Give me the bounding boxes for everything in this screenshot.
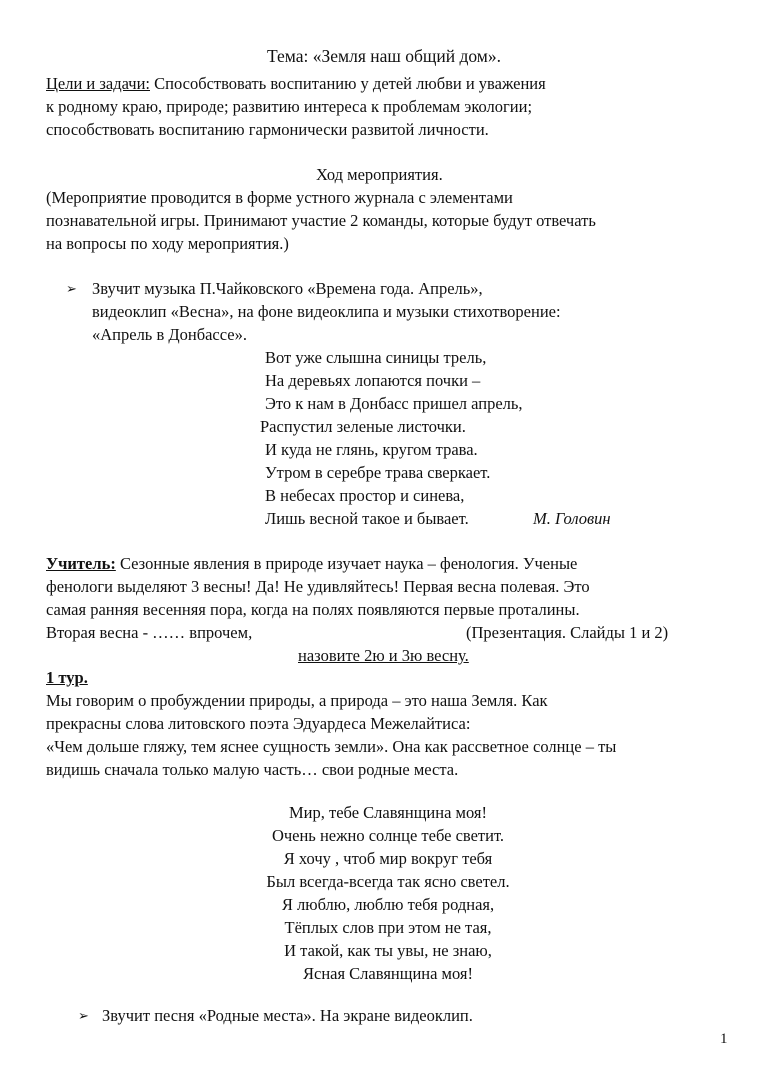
round1-line-2: прекрасны слова литовского поэта Эдуардеса Межелайтиса: <box>46 714 471 733</box>
goals-line-1 <box>46 73 546 95</box>
poem2-line: Я люблю, люблю тебя родная, <box>281 895 495 914</box>
arrow-bullet-icon: ➢ <box>78 1008 89 1023</box>
course-line-2: познавательной игры. Принимают участие 2 команды, которые будут отвечать <box>46 211 596 230</box>
poem2-line: Очень нежно солнце тебе светит. <box>271 826 505 845</box>
bullet1-line-2: видеоклип «Весна», на фоне видеоклипа и музыки стихотворение: <box>92 302 561 321</box>
goals-label: Цели и задачи: <box>46 74 150 93</box>
poem1-author: М. Головин <box>533 509 611 528</box>
poem1-line: На деревьях лопаются почки – <box>265 371 481 390</box>
teacher-line-1 <box>46 553 577 575</box>
poem1-line: В небесах простор и синева, <box>265 486 465 505</box>
goals-text-1: Способствовать воспитанию у детей любви и уважения <box>150 74 546 93</box>
teacher-line-2: фенологи выделяют 3 весны! Да! Не удивляйтесь! Первая весна полевая. Это <box>46 577 590 596</box>
goals-line-2: к родному краю, природе; развитию интереса к проблемам экологии; <box>46 97 533 116</box>
course-line-1: (Мероприятие проводится в форме устного журнала с элементами <box>46 188 513 207</box>
teacher-label: Учитель: <box>46 554 116 573</box>
poem1-line: Вот уже слышна синицы трель, <box>265 348 487 367</box>
teacher-text-1: Сезонные явления в природе изучает наука – фенология. Ученые <box>115 554 578 573</box>
page-title: Тема: «Земля наш общий дом». <box>266 46 501 66</box>
bullet2-line: Звучит песня «Родные места». На экране видеоклип. <box>102 1006 473 1025</box>
bullet1-line-1: Звучит музыка П.Чайковского «Времена года. Апрель», <box>92 279 483 298</box>
poem2-line: Был всегда-всегда так ясно светел. <box>266 872 510 891</box>
round1-line-1: Мы говорим о пробуждении природы, а природа – это наша Земля. Как <box>46 691 548 710</box>
poem2-line: Тёплых слов при этом не тая, <box>284 918 492 937</box>
goals-line-3: способствовать воспитанию гармонически развитой личности. <box>46 120 489 139</box>
course-line-3: на вопросы по ходу мероприятия.) <box>46 234 289 253</box>
teacher-line-5: назовите 2ю и 3ю весну. <box>298 646 469 665</box>
bullet1-line-3: «Апрель в Донбассе». <box>92 325 247 344</box>
poem2-line: Ясная Славянщина моя! <box>302 964 474 983</box>
page-number: 1 <box>720 1031 728 1047</box>
poem1-line: Распустил зеленые листочки. <box>260 417 466 436</box>
poem1-line: Это к нам в Донбасс пришел апрель, <box>265 394 523 413</box>
teacher-line-4b: (Презентация. Слайды 1 и 2) <box>466 623 669 642</box>
round1-label: 1 тур. <box>46 668 88 687</box>
poem2-line: И такой, как ты увы, не знаю, <box>284 941 492 960</box>
poem2-line: Мир, тебе Славянщина моя! <box>289 803 487 822</box>
poem1-line: Утром в серебре трава сверкает. <box>265 463 491 482</box>
teacher-line-3: самая ранняя весенняя пора, когда на полях появляются первые проталины. <box>46 600 580 619</box>
round1-line-3: «Чем дольше гляжу, тем яснее сущность земли». Она как рассветное солнце – ты <box>46 737 617 756</box>
round1-line-4: видишь сначала только малую часть… свои родные места. <box>46 760 459 779</box>
arrow-bullet-icon: ➢ <box>66 281 77 296</box>
course-heading: Ход мероприятия. <box>316 165 443 184</box>
poem2-line: Я хочу , чтоб мир вокруг тебя <box>283 849 493 868</box>
poem1-line: Лишь весной такое и бывает. <box>265 509 469 528</box>
teacher-line-4a: Вторая весна - …… впрочем, <box>46 623 253 642</box>
poem1-line: И куда не глянь, кругом трава. <box>265 440 478 459</box>
